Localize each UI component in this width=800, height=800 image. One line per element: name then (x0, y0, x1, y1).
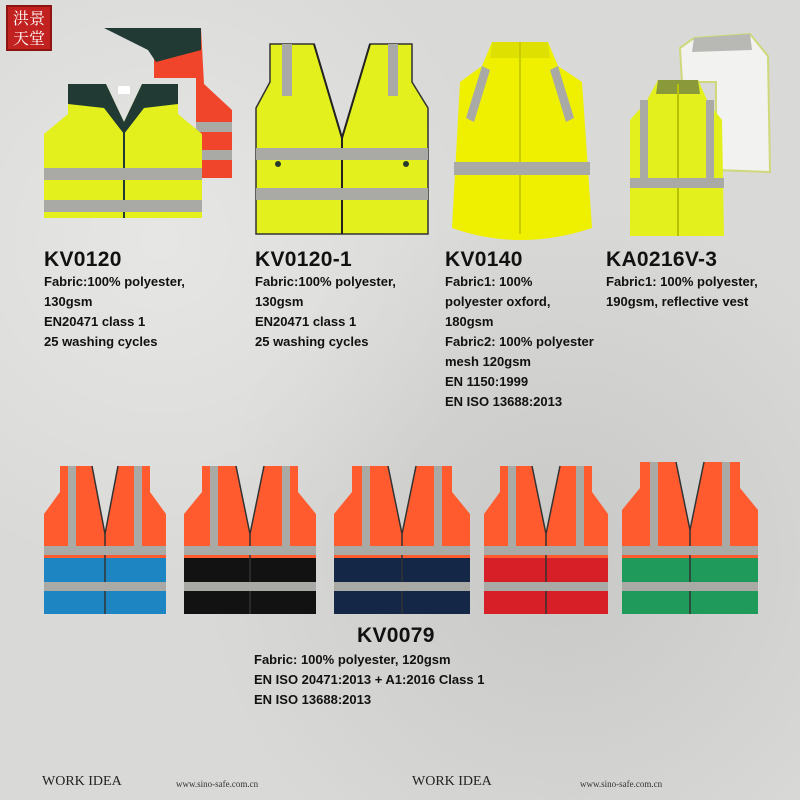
vest-image-kv0120 (36, 22, 241, 246)
product-code: KV0120-1 (255, 248, 352, 271)
spec-line: 180gsm (445, 314, 494, 329)
vest-image-kv0079-green (618, 458, 762, 622)
spec-line: 25 washing cycles (44, 334, 158, 349)
product-kv0140 (445, 248, 594, 412)
spec-line: EN ISO 20471:2013 + A1:2016 Class 1 (254, 672, 485, 687)
vest-image-kv0079-black (180, 462, 320, 622)
product-kv0120 (44, 248, 185, 352)
footer-brand: WORK IDEA (42, 774, 122, 789)
vest-image-kv0079-navy (330, 462, 474, 622)
spec-line: mesh 120gsm (445, 354, 531, 369)
vest-image-kv0079-red (480, 462, 612, 622)
vest-image-kv0120-1 (252, 38, 432, 246)
spec-line: polyester oxford, (445, 294, 551, 309)
vest-image-kv0079-blue (40, 462, 170, 622)
vest-image-ka0216v-3 (622, 22, 778, 246)
spec-line: Fabric2: 100% polyester (445, 334, 594, 349)
spec-line: 130gsm (255, 294, 304, 309)
spec-line: EN 1150:1999 (445, 374, 529, 389)
spec-line: 190gsm, reflective vest (606, 294, 749, 309)
spec-line: Fabric: 100% polyester, 120gsm (254, 652, 451, 667)
spec-line: Fabric:100% polyester, (255, 274, 396, 289)
product-ka0216v-3 (606, 248, 758, 312)
footer-url: www.sino-safe.com.cn (176, 779, 259, 789)
product-code: KV0120 (44, 248, 122, 271)
spec-line: 130gsm (44, 294, 93, 309)
spec-line: EN ISO 13688:2013 (445, 394, 563, 409)
product-code: KV0140 (445, 248, 523, 271)
spec-line: EN20471 class 1 (44, 314, 146, 329)
red-seal-stamp: 洪景 天堂 (6, 5, 52, 51)
product-code: KV0079 (357, 624, 435, 647)
footer-brand: WORK IDEA (412, 774, 492, 789)
spec-line: Fabric:100% polyester, (44, 274, 185, 289)
product-kv0079-code (357, 624, 435, 648)
spec-line: EN ISO 13688:2013 (254, 692, 372, 707)
vest-image-kv0140 (446, 38, 594, 246)
product-code: KA0216V-3 (606, 248, 718, 271)
spec-line: EN20471 class 1 (255, 314, 357, 329)
spec-line: Fabric1: 100% (445, 274, 533, 289)
product-kv0079-specs (254, 650, 484, 710)
product-kv0120-1 (255, 248, 396, 352)
spec-line: 25 washing cycles (255, 334, 369, 349)
spec-line: Fabric1: 100% polyester, (606, 274, 758, 289)
footer-url: www.sino-safe.com.cn (580, 779, 663, 789)
